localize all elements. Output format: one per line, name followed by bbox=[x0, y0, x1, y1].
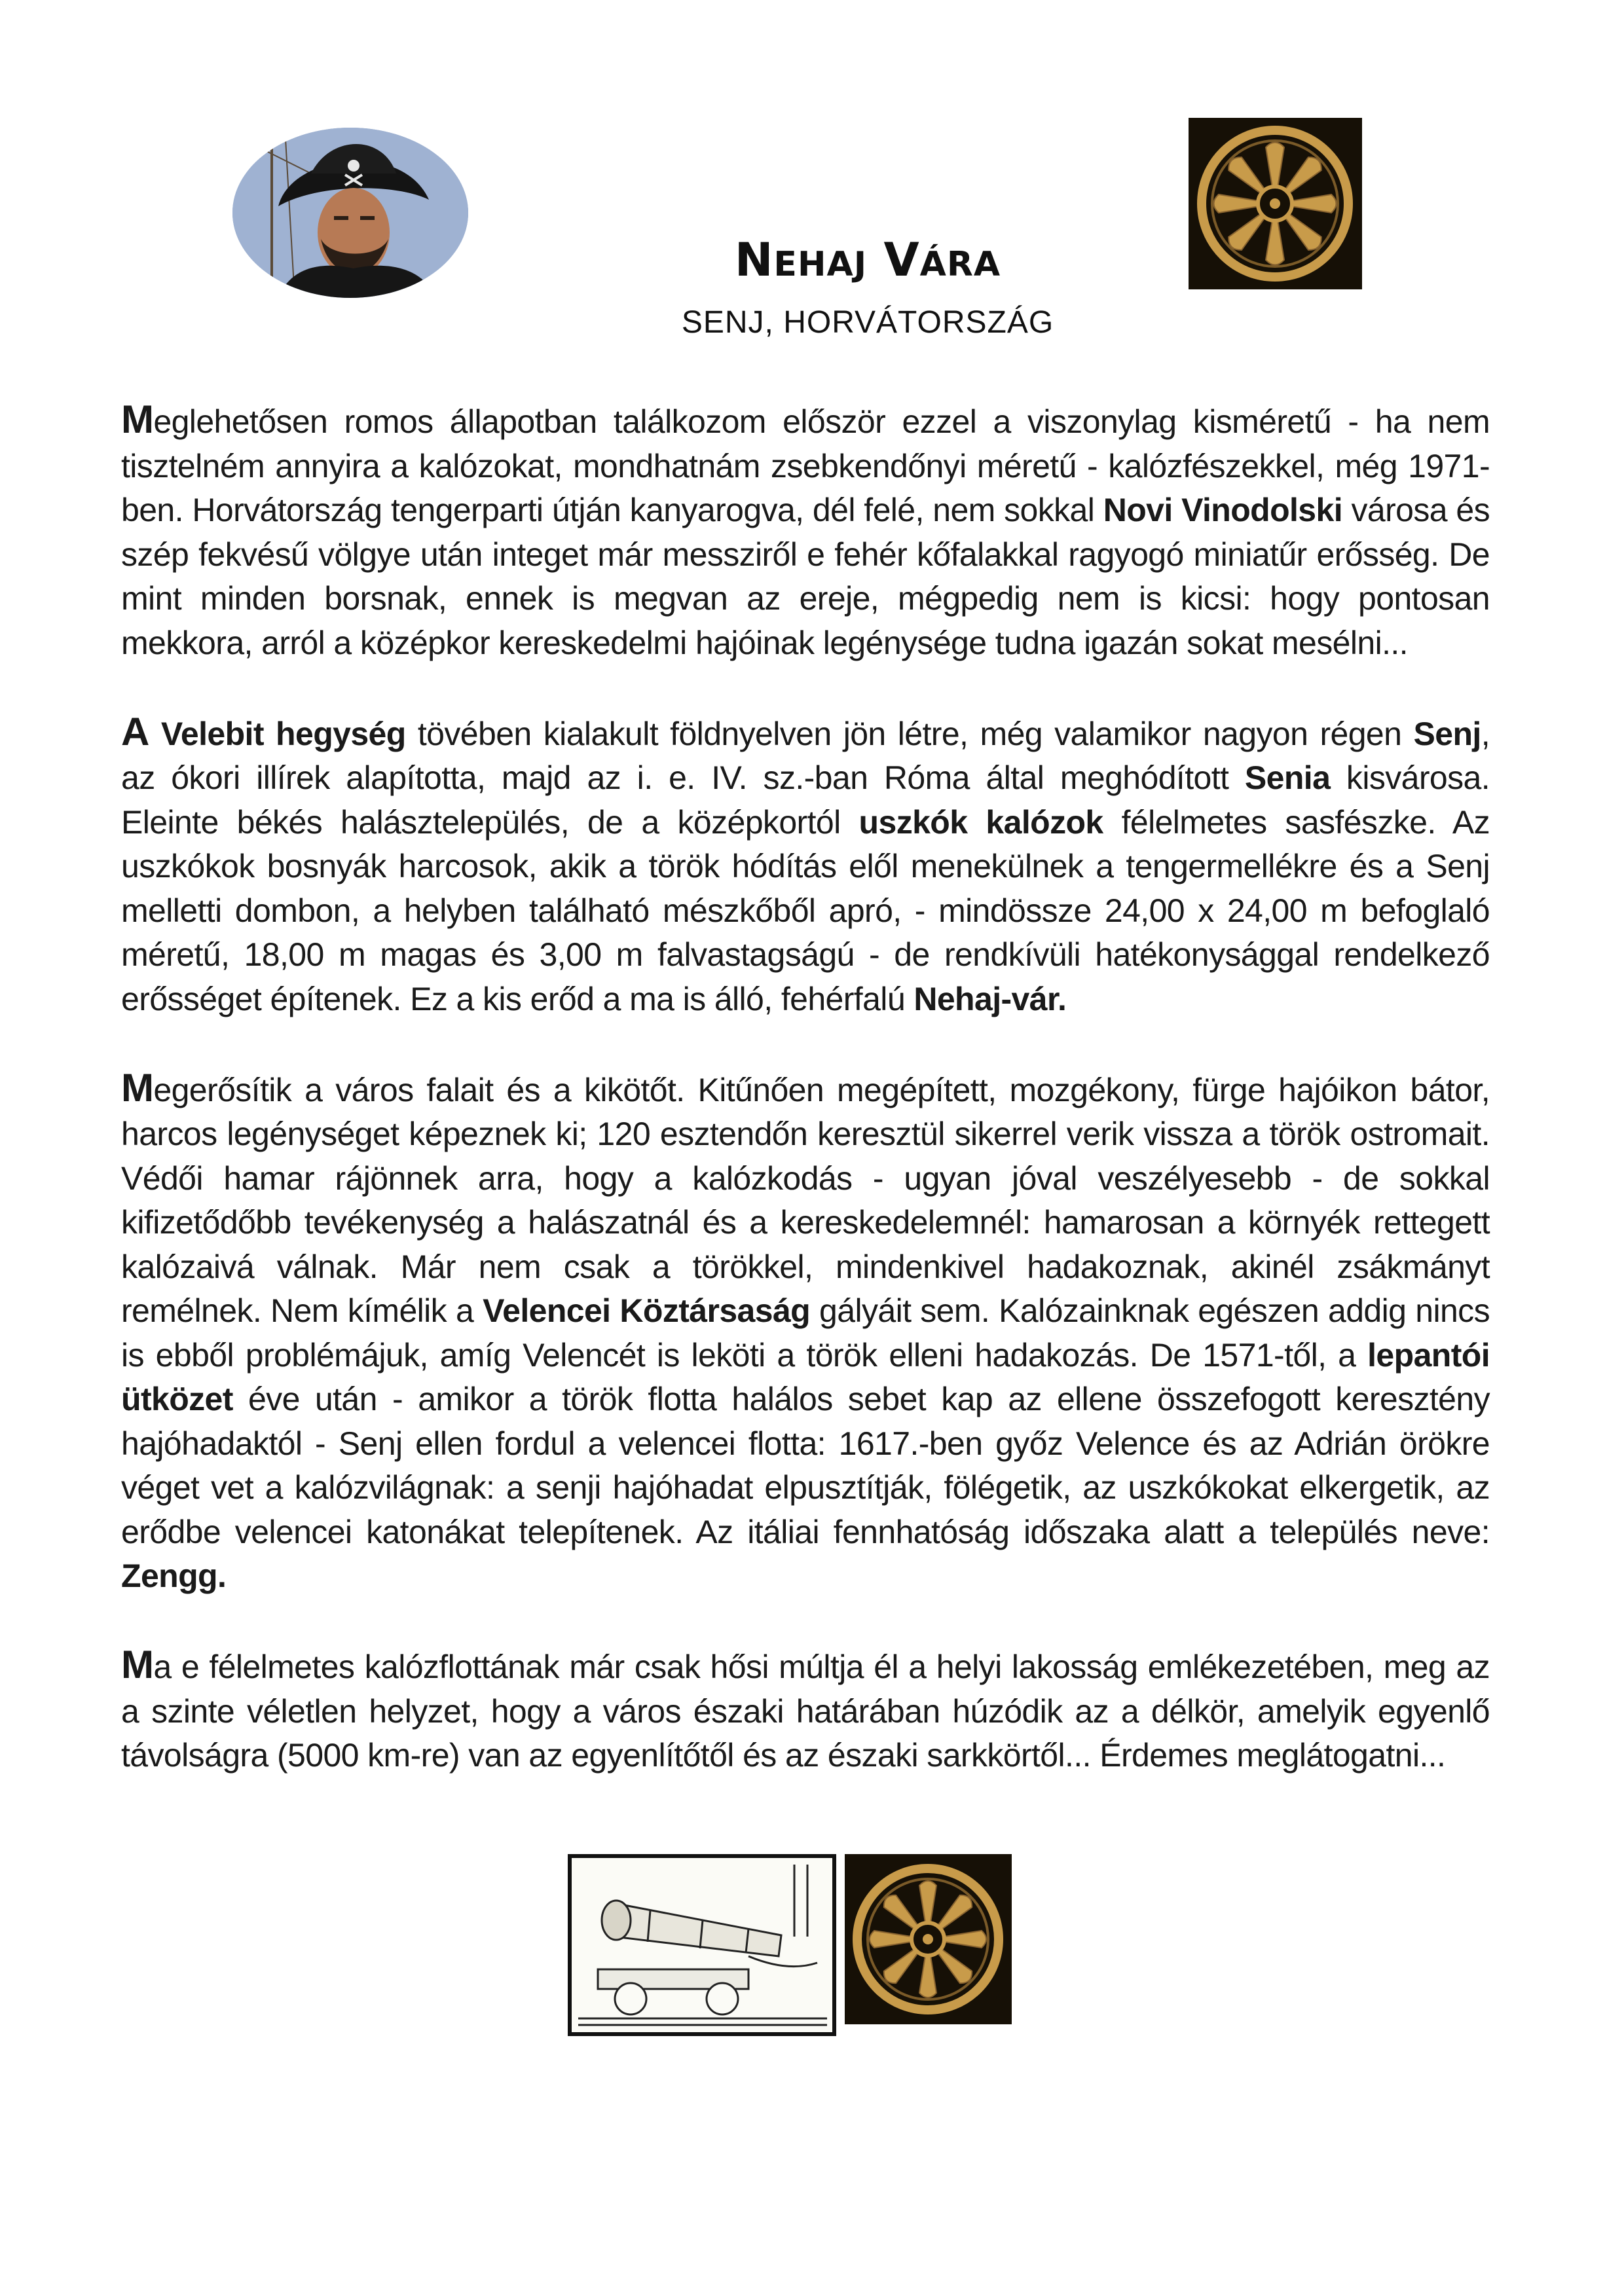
text-run: félelmetes sasfészke. Az uszkókok bosnyák harcosok, akik a török hódítás elől menekülnek a tengermellékre és a Senj melletti dombon, a helyben található mészkőből apró, - mindössze 24,00 x 24,00 m befoglaló méretű, 18,00 m magas és 3,00 m falvastagságú - de rendkívüli hatékonysággal rendelkező erősséget építenek. Ez a kis erőd a ma is álló, fehérfalú bbox=[121, 803, 1490, 1017]
bold-term: Velencei Köztársaság bbox=[483, 1292, 811, 1329]
bold-term: Senia bbox=[1244, 759, 1331, 796]
bold-term: Novi Vinodolski bbox=[1103, 492, 1343, 528]
paragraph-1 bbox=[121, 397, 1490, 665]
text-run: városa és szép fekvésű völgye után integet már messziről e fehér kőfalakkal ragyogó miniatűr erősség. De mint minden borsnak, ennek is megvan az ereje, mégpedig nem is kicsi: hogy pontosan mekkora, arról a középkor kereskedelmi hajóinak legénysége tudna igazán sokat mesélni... bbox=[121, 492, 1490, 661]
bold-term: Velebit hegység bbox=[160, 715, 406, 752]
text-run: egerősítik a város falait és a kikötőt. Kitűnően megépített, mozgékony, fürge hajóikon bátor, harcos legénységet képeznek ki; 120 esztendőn keresztül sikerrel verik vissza a török ostromait. Védői hamar rájönnek arra, hogy a kalózkodás - ugyan jóval veszélyesebb - de sokkal kifizetődőbb tevékenység a halászatnál és a kereskedelemnél: hamarosan a környék rettegett kalózaivá válnak. Már nem csak a törökkel, mindenkivel hadakoznak, akinél zsákmányt remélnek. Nem kímélik a bbox=[121, 1071, 1490, 1329]
paragraph-2 bbox=[121, 710, 1490, 1022]
bold-term: Zengg. bbox=[121, 1558, 227, 1594]
ships-wheel-emblem-icon bbox=[845, 1854, 1012, 2024]
paragraph-3 bbox=[121, 1066, 1490, 1599]
bold-term: lepantói ütközet bbox=[121, 1336, 1490, 1417]
text-run: a e félelmetes kalózflottának már csak hősi múltja él a helyi lakosság emlékezetében, meg az a szinte véletlen helyzet, hogy a város északi határában húzódik az a délkör, amelyik egyenlő távolságra (5000 km-re) van az egyenlítőtől és az északi sarkkörtől... Érdemes meglátogatni... bbox=[121, 1649, 1490, 1774]
text-run: éve után - amikor a török flotta halálos sebet kap az ellene összefogott keresztény hajóhadaktól - Senj ellen fordul a velencei flotta: 1617.-ben győz Velence és az Adrián örökre véget vet a kalózvilágnak: a senji hajóhadat elpusztítják, fölégetik, az uszkókokat elkergetik, az erődbe velencei katonákat telepítenek. Az itáliai fennhatóság időszaka alatt a település neve: bbox=[121, 1381, 1490, 1550]
paragraph-4 bbox=[121, 1643, 1490, 1778]
drop-cap: M bbox=[121, 1643, 154, 1686]
bold-term: uszkók kalózok bbox=[858, 803, 1103, 841]
drop-cap: A bbox=[121, 709, 149, 754]
bold-term: Nehaj-vár. bbox=[913, 980, 1067, 1017]
text-run: eglehetősen romos állapotban találkozom először ezzel a viszonylag kisméretű - ha nem tisztelném annyira a kalózokat, mondhatnám zsebkendőnyi méretű - kalózfészekkel, még 1971-ben. Horvátország tengerparti útján kanyarogva, dél felé, nem sokkal bbox=[121, 403, 1490, 528]
drop-cap: M bbox=[121, 397, 154, 441]
text-run: tövében kialakult földnyelven jön létre, még valamikor nagyon régen bbox=[405, 715, 1414, 752]
text-run: , az ókori illírek alapította, majd az i. e. IV. sz.-ban Róma által meghódított bbox=[121, 715, 1490, 796]
text-run: kisvárosa. Eleinte békés halásztelepülés, de a középkortól bbox=[121, 759, 1490, 841]
drop-cap: M bbox=[121, 1065, 154, 1110]
article-body bbox=[121, 397, 1490, 1822]
page-subtitle: SENJ, HORVÁTORSZÁG bbox=[681, 305, 1054, 340]
bold-term: Senj bbox=[1413, 715, 1481, 752]
text-run: gályáit sem. Kalózainknak egészen addig nincs is ebből problémájuk, amíg Velencét is leköti a török elleni hadakozás. De 1571-től, a bbox=[121, 1292, 1490, 1374]
text-run bbox=[149, 716, 161, 752]
page-title: NEHAJ VÁRA bbox=[734, 233, 1001, 287]
cannon-sketch-image bbox=[568, 1854, 836, 2036]
